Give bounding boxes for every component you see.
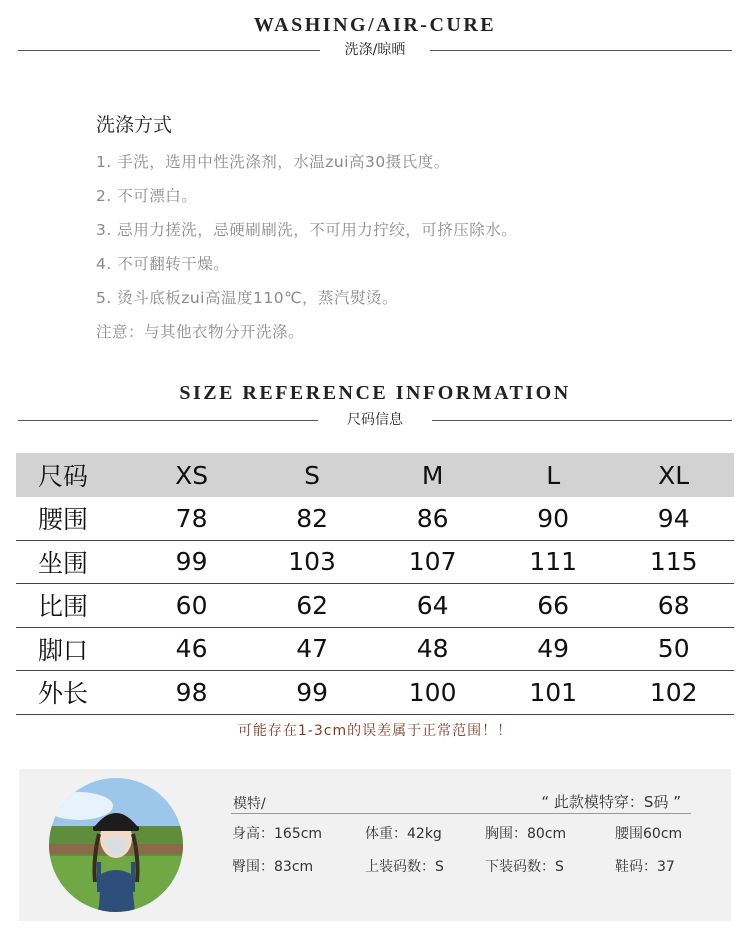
table-row-label: 外长 <box>38 679 89 709</box>
care-item: 4. 不可翻转干燥。 <box>96 255 230 273</box>
table-row <box>16 628 734 672</box>
model-info-panel <box>19 769 731 921</box>
model-label: 模特/ <box>233 796 266 812</box>
table-row-label: 腰围 <box>38 505 89 535</box>
table-cell: 66 <box>537 590 570 620</box>
table-cell: 94 <box>657 503 690 533</box>
care-item: 3. 忌用力搓洗，忌硬刷刷洗，不可用力拧绞，可挤压除水。 <box>96 221 518 239</box>
table-row-label: 脚口 <box>38 635 89 665</box>
care-note: 注意：与其他衣物分开洗涤。 <box>96 323 305 341</box>
washing-subtitle: 洗涤/晾晒 <box>344 42 406 58</box>
model-header <box>231 791 691 814</box>
table-cell: 102 <box>649 677 698 707</box>
table-row-label: 坐围 <box>38 548 89 578</box>
model-height: 身高：165cm <box>232 826 323 842</box>
washing-title: WASHING/AIR-CURE <box>253 14 497 36</box>
model-wears-size: “ 此款模特穿：S码 ” <box>541 793 681 811</box>
table-cell: 103 <box>288 547 336 577</box>
washing-divider <box>18 40 732 60</box>
table-cell: 46 <box>175 634 208 664</box>
washing-section-header <box>0 14 750 37</box>
size-divider <box>18 410 732 430</box>
table-cell: 82 <box>296 503 329 533</box>
table-header-cell: S <box>304 460 321 490</box>
care-item: 2. 不可漂白。 <box>96 187 198 205</box>
table-row-label: 比围 <box>38 592 89 622</box>
table-row <box>16 541 734 585</box>
tolerance-note: 可能存在1-3cm的误差属于正常范围！！ <box>237 723 513 739</box>
size-subtitle: 尺码信息 <box>347 412 403 428</box>
table-header-cell: XS <box>175 460 209 490</box>
table-row <box>16 497 734 541</box>
table-header-cell: M <box>421 460 444 490</box>
table-cell: 47 <box>296 634 329 664</box>
model-photo <box>49 778 183 912</box>
size-section-header <box>0 382 750 405</box>
table-cell: 64 <box>416 590 449 620</box>
care-item: 1. 手洗，选用中性洗涤剂，水温zui高30摄氏度。 <box>96 153 450 171</box>
table-cell: 60 <box>175 590 208 620</box>
table-cell: 100 <box>408 677 457 707</box>
model-photo-illustration <box>49 778 183 912</box>
table-cell: 101 <box>529 677 578 707</box>
model-top-size: 上装码数：S <box>365 859 444 875</box>
table-cell: 107 <box>408 547 457 577</box>
table-header-cell: XL <box>658 460 690 490</box>
table-header-row <box>16 453 734 497</box>
care-instructions <box>96 110 517 349</box>
table-cell: 48 <box>416 634 449 664</box>
table-cell: 68 <box>657 590 690 620</box>
table-cell: 99 <box>175 547 208 577</box>
table-cell: 98 <box>175 677 208 707</box>
table-row <box>16 584 734 628</box>
table-row <box>16 671 734 715</box>
model-shoe-size: 鞋码：37 <box>615 859 675 875</box>
care-item: 5. 烫斗底板zui高温度110℃，蒸汽熨烫。 <box>96 289 398 307</box>
model-bust: 胸围：80cm <box>485 826 567 842</box>
model-weight: 体重：42kg <box>365 826 442 842</box>
model-bottom-size: 下装码数：S <box>485 859 564 875</box>
model-hip: 臀围：83cm <box>232 859 314 875</box>
table-cell: 50 <box>657 634 690 664</box>
table-cell: 49 <box>537 634 570 664</box>
table-cell: 111 <box>529 547 578 577</box>
table-header-cell: 尺码 <box>38 462 89 491</box>
care-heading: 洗涤方式 <box>96 114 173 136</box>
model-waist: 腰围60cm <box>615 826 683 842</box>
table-cell: 78 <box>175 503 208 533</box>
table-cell: 99 <box>296 677 329 707</box>
size-table <box>16 453 734 715</box>
table-header-cell: L <box>546 460 561 490</box>
table-cell: 90 <box>537 503 570 533</box>
table-cell: 62 <box>296 590 329 620</box>
table-cell: 86 <box>416 503 449 533</box>
size-title: SIZE REFERENCE INFORMATION <box>179 382 571 404</box>
table-cell: 115 <box>649 547 698 577</box>
